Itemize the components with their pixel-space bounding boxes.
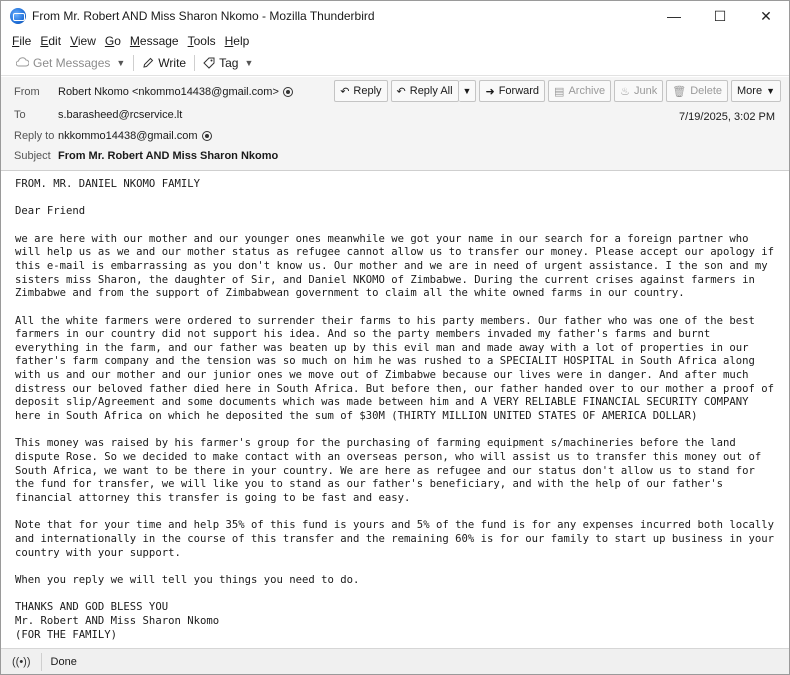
- body-paragraph: [15, 574, 775, 588]
- menu-help[interactable]: Help: [224, 33, 250, 48]
- toolbar-divider: [194, 55, 195, 71]
- body-paragraph: [15, 437, 775, 505]
- status-bar: [1, 648, 789, 674]
- trash-icon: 🗑: [672, 85, 687, 98]
- message-body: [1, 172, 789, 645]
- to-value[interactable]: s.barasheed@rcservice.lt: [58, 109, 183, 121]
- maximize-button[interactable]: ☐: [713, 7, 727, 24]
- body-line: will help us as we and our mother status as refugee cannot allow us to transfer our money. Please accept our apology if: [15, 246, 774, 259]
- status-divider: [41, 653, 42, 671]
- more-button[interactable]: More ▼: [731, 80, 781, 102]
- body-line: distress our beloved father died here in South Africa. But before then, our father handed over to our mother a proof of: [15, 382, 774, 395]
- body-line: the fund for transfer, we will like you to stand as our father's beneficiary, and with the help of our father's: [15, 478, 723, 491]
- reply-to-value[interactable]: nkkommo14438@gmail.com: [58, 130, 212, 142]
- junk-button[interactable]: ♨ Junk: [614, 80, 663, 102]
- body-line: financial attorney this transfer is going to be fast and easy.: [15, 492, 411, 505]
- body-line: everything in the farm, and our father was beaten up by this evil man and made away with a lot of properties in our: [15, 341, 749, 354]
- close-button[interactable]: ✕: [760, 7, 772, 24]
- menu-edit[interactable]: Edit: [40, 33, 62, 48]
- body-paragraph: [15, 205, 775, 219]
- body-paragraph: [15, 178, 775, 192]
- reply-button[interactable]: ↶ Reply: [334, 80, 387, 102]
- archive-button[interactable]: ▤ Archive: [548, 80, 611, 102]
- message-header: [1, 77, 789, 171]
- body-line: FROM. MR. DANIEL NKOMO FAMILY: [15, 178, 200, 190]
- delete-button[interactable]: 🗑 Delete: [666, 80, 728, 102]
- contact-icon[interactable]: [202, 131, 212, 141]
- body-line: South Africa, we want to be there in your country. We are here as refugee and our status don't allow us to stand for: [15, 464, 755, 477]
- write-button[interactable]: Write: [137, 52, 191, 74]
- junk-flame-icon: ♨: [620, 85, 630, 98]
- reply-icon: ↶: [340, 85, 350, 98]
- body-line: (FOR THE FAMILY): [15, 628, 118, 641]
- body-line: This money was raised by his farmer's group for the purchasing of farming equipment s/machineries before the land: [15, 437, 736, 450]
- body-line: All the white farmers were ordered to surrender their farms to his party members. Our father who was one of the best: [15, 314, 755, 327]
- from-value[interactable]: Robert Nkomo <nkommo14438@gmail.com>: [58, 86, 293, 98]
- body-paragraph: [15, 601, 775, 642]
- title-bar: [1, 1, 789, 31]
- window-controls: [651, 1, 789, 31]
- body-line: THANKS AND GOD BLESS YOU: [15, 601, 169, 614]
- online-status-icon[interactable]: ((•)): [12, 655, 31, 668]
- body-line: Zimbabwe and from the support of Zimbabwean government to claim all the white owned farms in our country.: [15, 287, 685, 300]
- subject-label: Subject: [14, 150, 51, 162]
- chevron-down-icon: ▼: [766, 86, 775, 96]
- body-paragraph: [15, 233, 775, 301]
- chevron-down-icon[interactable]: ▼: [116, 58, 126, 68]
- menu-bar: [1, 31, 789, 50]
- body-line: sisters miss Sharon, the daughter of Sir, and Daniel NKOMO of Zimbabwe. During the current crises against farmers in: [15, 273, 755, 286]
- subject-value: From Mr. Robert AND Miss Sharon Nkomo: [58, 150, 279, 162]
- body-line: father's farm company and the tension was so much on him he was rushed to a SPECIALIT HOSPITAL in South Africa along: [15, 355, 755, 368]
- from-label: From: [14, 86, 40, 98]
- body-line: farmers in our country did not support his idea. And so the party members invaded my father's farms and burnt: [15, 328, 711, 341]
- body-line: Note that for your time and help 35% of this fund is yours and 5% of the fund is for any expenses incurred both locally: [15, 519, 774, 532]
- contact-icon[interactable]: [283, 87, 293, 97]
- menu-view[interactable]: View: [70, 33, 96, 48]
- body-line: and internationally in the course of this transfer and the remaining 60% is for our family to start up business in your: [15, 532, 774, 545]
- thunderbird-logo-icon: [10, 8, 26, 24]
- download-icon: [16, 57, 29, 69]
- menu-message[interactable]: Message: [129, 33, 179, 48]
- body-paragraph: [15, 315, 775, 424]
- forward-icon: ➜: [485, 85, 495, 98]
- reply-all-icon: ↶: [396, 85, 406, 98]
- body-line: When you reply we will tell you things you need to do.: [15, 573, 360, 586]
- toolbar-divider: [133, 55, 134, 71]
- menu-tools[interactable]: Tools: [187, 33, 216, 48]
- forward-button[interactable]: ➜ Forward: [479, 80, 545, 102]
- body-line: we are here with our mother and our younger ones meanwhile we got your name in our search for a foreign partner who: [15, 232, 749, 245]
- status-text: Done: [50, 655, 77, 668]
- to-label: To: [14, 109, 26, 121]
- tag-button[interactable]: Tag ▼: [198, 52, 258, 74]
- chevron-down-icon: ▼: [244, 58, 254, 68]
- body-line: with us and our mother and our junior ones we move out of Zimbabwe because our lives were in danger. And after much: [15, 369, 749, 382]
- reply-all-button[interactable]: ↶ Reply All: [391, 80, 459, 102]
- reply-all-dropdown[interactable]: [459, 80, 477, 102]
- body-line: here in South Africa on which he deposited the sum of $30M (THIRTY MILLION UNITED STATES OF AMERICA DOLLAR): [15, 410, 698, 423]
- archive-icon: ▤: [554, 85, 565, 98]
- reply-to-label: Reply to: [14, 130, 55, 142]
- pencil-icon: [142, 57, 154, 69]
- body-paragraph: [15, 519, 775, 560]
- body-line: country with your support.: [15, 546, 181, 559]
- window-title: From Mr. Robert AND Miss Sharon Nkomo - Mozilla Thunderbird: [32, 9, 375, 23]
- tag-icon: [203, 57, 215, 69]
- body-line: deposit slip/Agreement and some documents which was made between him and A VERY RELIABLE FINANCIAL SECURITY COMPANY: [15, 396, 749, 409]
- message-action-buttons: [331, 80, 781, 102]
- body-line: this e-mail is embarrassing as you don't know us. Our mother and we are in need of urgent assistance. I the son and my: [15, 259, 768, 272]
- menu-file[interactable]: File: [12, 33, 32, 48]
- minimize-button[interactable]: —: [667, 8, 681, 24]
- menu-go[interactable]: Go: [104, 33, 121, 48]
- main-toolbar: [1, 51, 789, 76]
- body-line: Dear Friend: [15, 205, 86, 218]
- body-line: dispute Rose. So we decided to make contact with an overseas person, who will assist us to transfer this money out of: [15, 451, 762, 464]
- get-messages-button[interactable]: Get Messages ▼: [11, 52, 130, 74]
- body-line: Mr. Robert AND Miss Sharon Nkomo: [15, 614, 220, 627]
- chevron-down-icon: ▼: [462, 86, 472, 96]
- message-date: 7/19/2025, 3:02 PM: [678, 111, 775, 123]
